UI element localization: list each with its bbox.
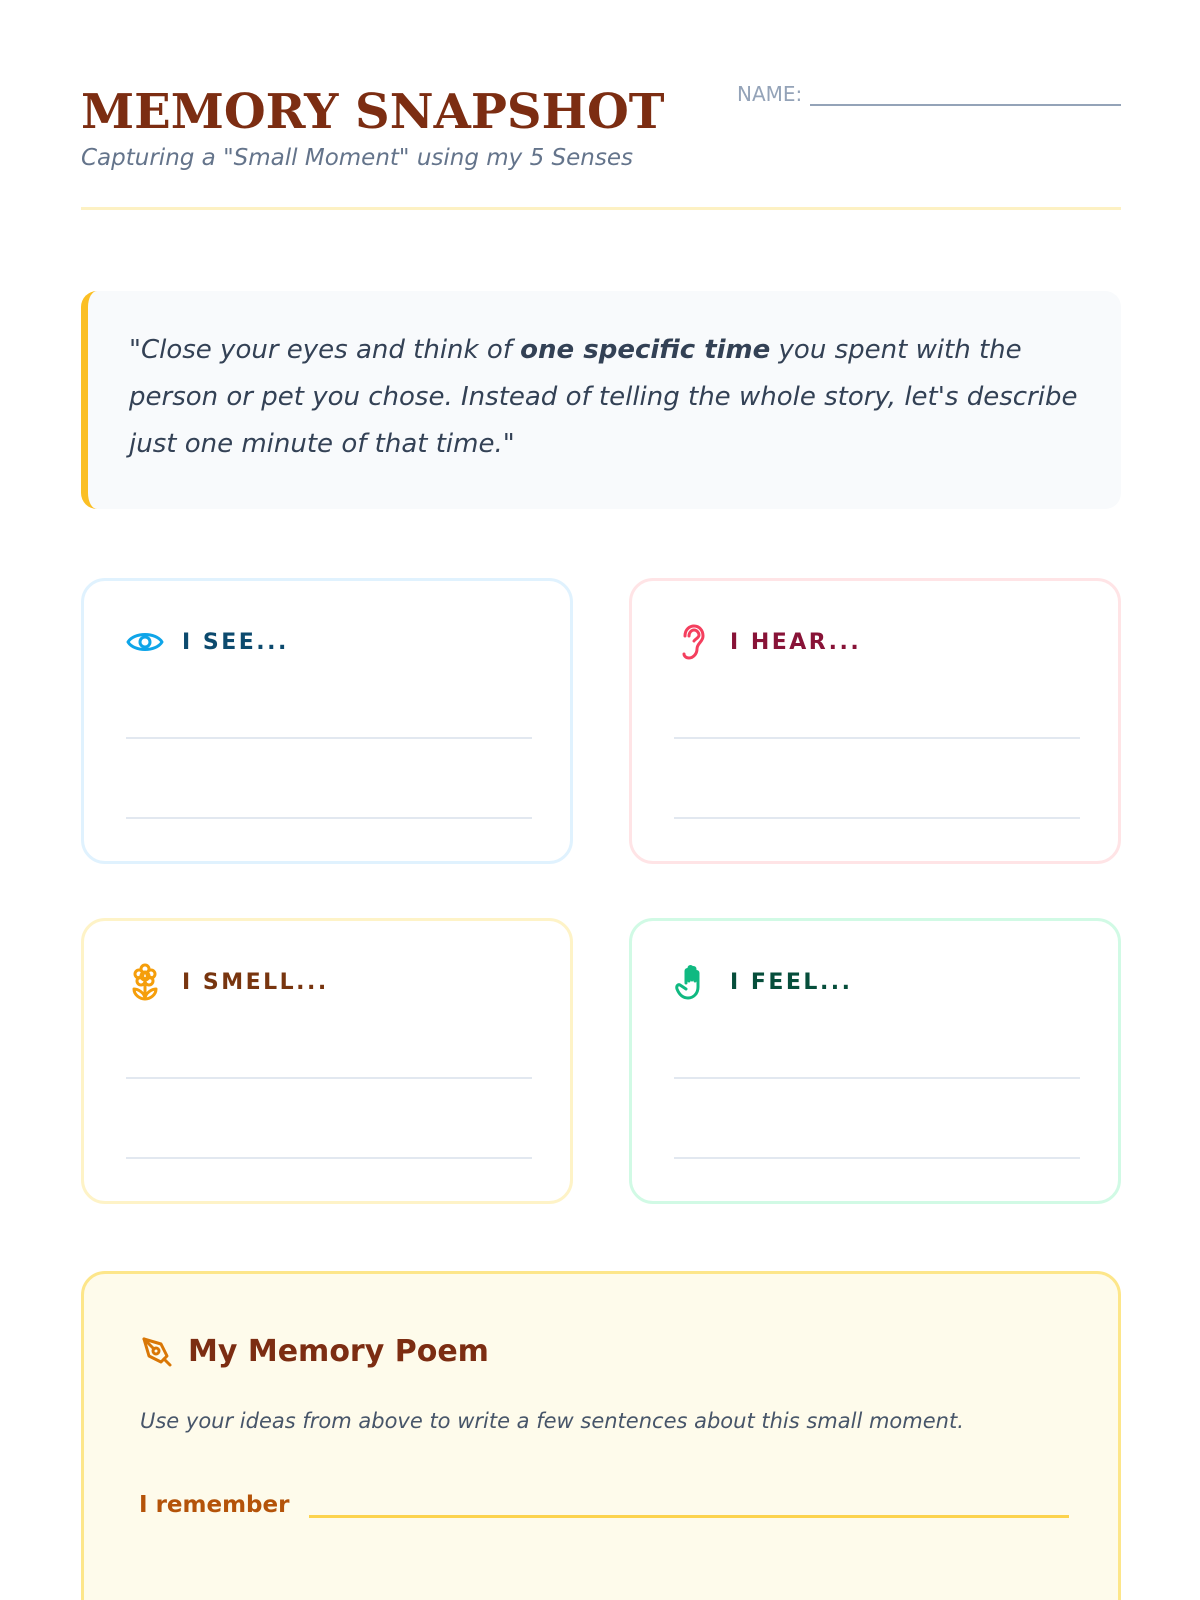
ear-icon — [674, 623, 712, 661]
sense-card-header — [674, 623, 861, 661]
sense-card-header — [126, 963, 329, 1001]
sense-card-header — [674, 963, 853, 1001]
flower-icon — [126, 963, 164, 1001]
writing-line[interactable] — [674, 1077, 1080, 1079]
poem-sentence-starter: I remember — [139, 1492, 290, 1518]
writing-line[interactable] — [126, 1077, 532, 1079]
sense-card-see — [81, 578, 573, 864]
sense-label-hear: I HEAR... — [730, 629, 862, 655]
pen-tool-icon — [140, 1335, 174, 1369]
sense-card-feel — [629, 918, 1121, 1204]
poem-title: My Memory Poem — [188, 1334, 489, 1369]
writing-line[interactable] — [674, 737, 1080, 739]
poem-writing-line[interactable] — [309, 1488, 1069, 1518]
name-field[interactable] — [737, 82, 1121, 106]
instruction-quote — [129, 327, 1081, 468]
name-blank-line[interactable] — [810, 84, 1121, 106]
sense-label-smell: I SMELL... — [182, 969, 329, 995]
hand-icon — [674, 963, 712, 1001]
sense-card-smell — [81, 918, 573, 1204]
page-subtitle: Capturing a "Small Moment" using my 5 Senses — [81, 145, 633, 171]
sense-label-feel: I FEEL... — [730, 969, 853, 995]
poem-line-row[interactable] — [139, 1488, 1069, 1518]
poem-header — [140, 1334, 489, 1369]
writing-line[interactable] — [126, 817, 532, 819]
instruction-quote-box — [81, 291, 1121, 509]
poem-section — [81, 1271, 1121, 1600]
quote-emphasis: one specific time — [520, 335, 771, 365]
writing-line[interactable] — [674, 817, 1080, 819]
poem-instructions: Use your ideas from above to write a few sentences about this small moment. — [140, 1409, 964, 1433]
sense-card-header — [126, 623, 289, 661]
name-label: NAME: — [737, 82, 803, 106]
eye-icon — [126, 623, 164, 661]
writing-line[interactable] — [126, 1157, 532, 1159]
writing-line[interactable] — [674, 1157, 1080, 1159]
header-divider — [81, 207, 1121, 210]
sense-card-hear — [629, 578, 1121, 864]
worksheet-page — [81, 0, 1121, 1600]
quote-text-end: you spent with the person or pet you chose. Instead of telling the whole story, let's describe just one minute of that time." — [129, 335, 1078, 459]
writing-line[interactable] — [126, 737, 532, 739]
page-title: MEMORY SNAPSHOT — [81, 84, 665, 140]
quote-text-start: "Close your eyes and think of — [129, 335, 521, 365]
sense-label-see: I SEE... — [182, 629, 289, 655]
